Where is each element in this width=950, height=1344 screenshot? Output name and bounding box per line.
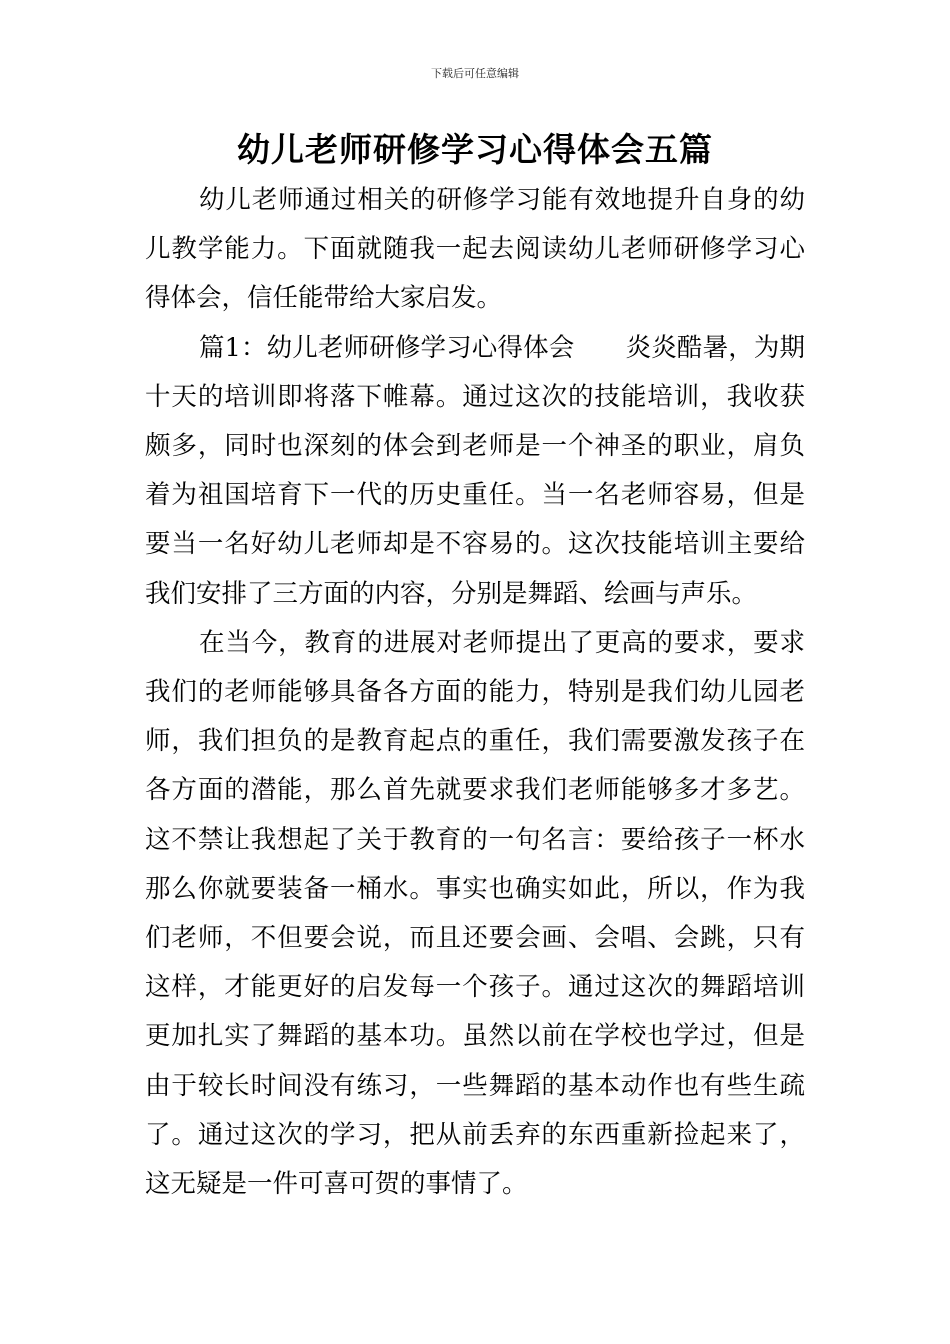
paragraph-article-1: 篇1：幼儿老师研修学习心得体会 炎炎酷暑，为期十天的培训即将落下帷幕。通过这次的技能培训，我收获颇多，同时也深刻的体会到老师是一个神圣的职业，肩负着为祖国培育下一代的历史重任。当一名老师容易，但是要当一名好幼儿老师却是不容易的。这次技能培训主要给我们安排了三方面的内容，分别是舞蹈、绘画与声乐。 xyxy=(145,332,805,609)
document-body xyxy=(145,176,805,1209)
paragraph-article-2: 在当今，教育的进展对老师提出了更高的要求，要求我们的老师能够具备各方面的能力，特别是我们幼儿园老师，我们担负的是教育起点的重任，我们需要激发孩子在各方面的潜能，那么首先就要求我们老师能够多才多艺。这不禁让我想起了关于教育的一句名言：要给孩子一杯水那么你就要装备一桶水。事实也确实如此，所以，作为我们老师，不但要会说，而且还要会画、会唱、会跳，只有这样，才能更好的启发每一个孩子。通过这次的舞蹈培训更加扎实了舞蹈的基本功。虽然以前在学校也学过，但是由于较长时间没有练习，一些舞蹈的基本动作也有些生疏了。通过这次的学习，把从前丢弃的东西重新捡起来了，这无疑是一件可喜可贺的事情了。 xyxy=(145,627,805,1200)
header-note: 下载后可任意编辑 xyxy=(431,67,519,80)
document-title: 幼儿老师研修学习心得体会五篇 xyxy=(237,130,713,169)
paragraph-intro: 幼儿老师通过相关的研修学习能有效地提升自身的幼儿教学能力。下面就随我一起去阅读幼儿老师研修学习心得体会，信任能带给大家启发。 xyxy=(145,185,805,314)
